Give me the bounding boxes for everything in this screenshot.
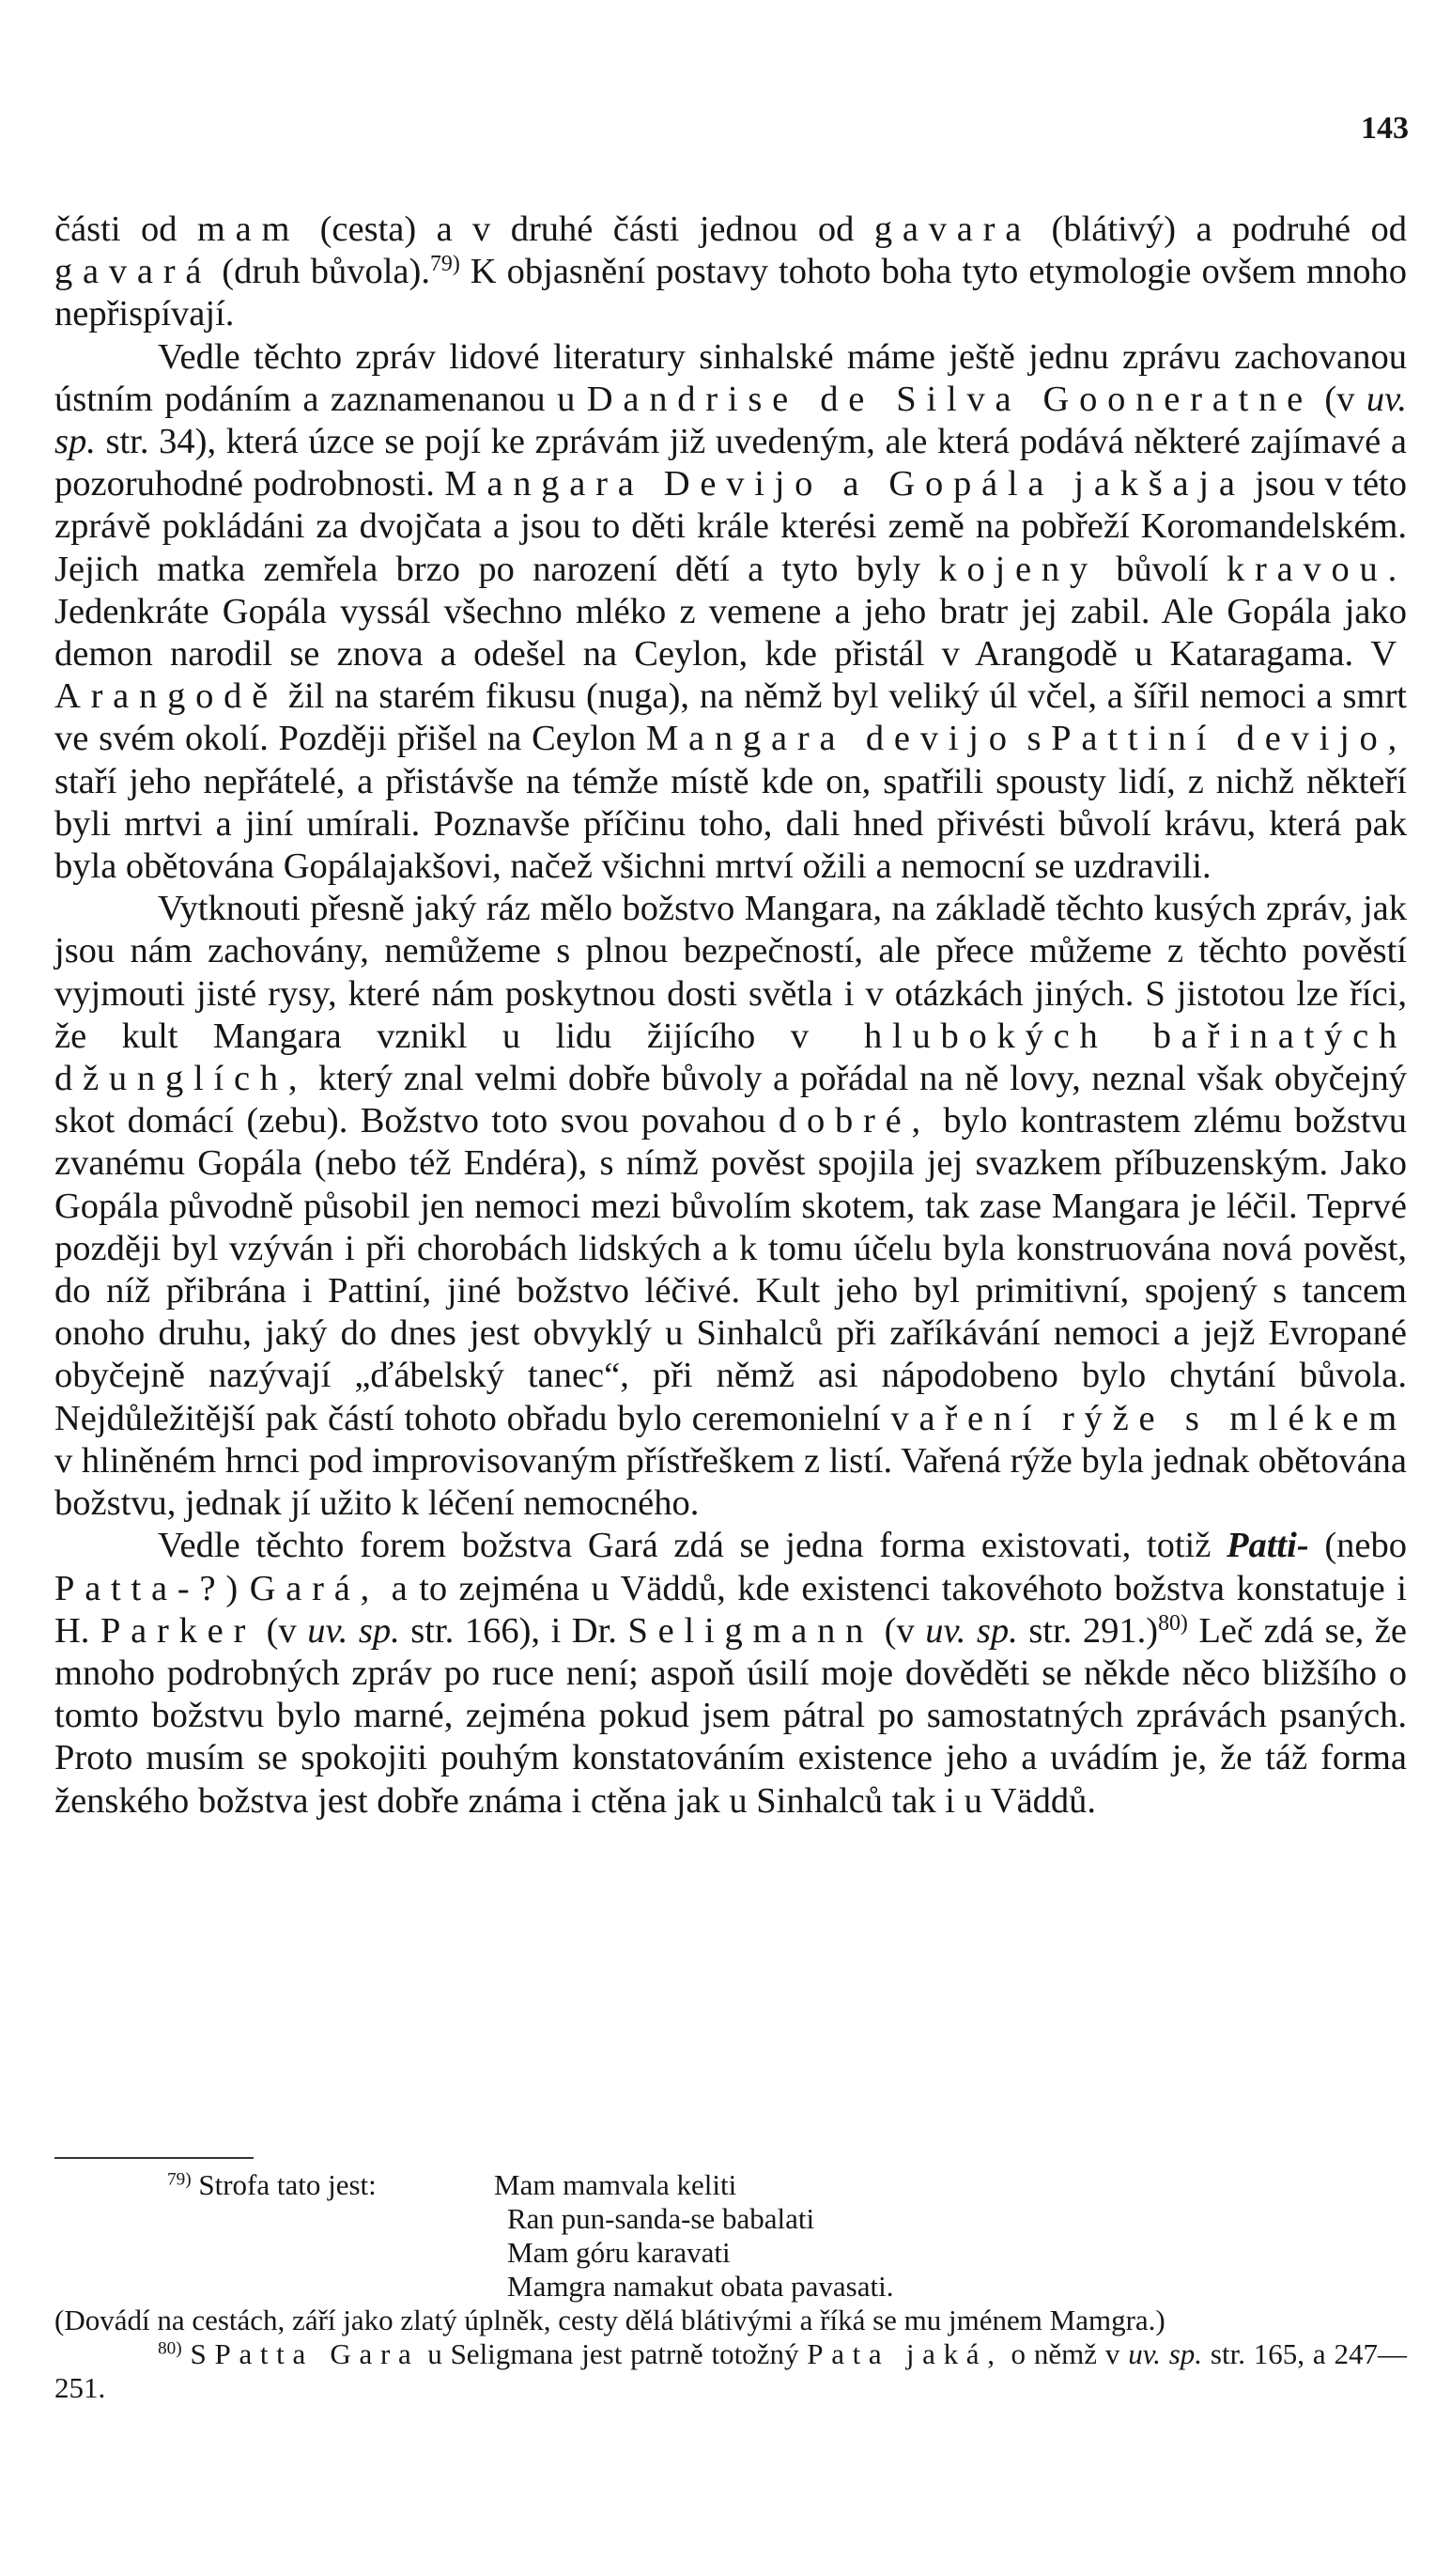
emphasized-text: Pata jaká, [807, 2337, 1003, 2370]
footnote-marker: 79) [167, 2169, 192, 2190]
text-run: jsou v této zprávě pokládáni za dvojčata a jsou to děti krále kterési země na pobřeží Koromandelském. Jejich matka zemřela brzo po narození dětí a tyto byly [54, 464, 1407, 589]
footnote-79-translation: (Dovádí na cestách, září jako zlatý úplněk, cesty dělá blátivými a říká se mu jménem Mamgra.) [54, 2304, 1165, 2336]
text-run: o němž v [1002, 2337, 1129, 2370]
emphasized-text: uv. sp. [925, 1610, 1018, 1651]
emphasized-text: v hlubokých bařinatých džunglích, [54, 1016, 1407, 1099]
verse-line: Ran pun-sanda-se babalati [507, 2202, 815, 2235]
footnote-reference: 80) [158, 2338, 182, 2359]
emphasized-text: uv. sp. [54, 379, 1407, 462]
text-run: (v [873, 1610, 926, 1651]
text-run: v hliněném hrnci pod improvisovaným přístřeškem z listí. Vařená rýže byla jednak obětována božstvu, jednak jí užito k léčení nemocného. [54, 1440, 1407, 1524]
verse-line: Mamgra namakut obata pavasati. [507, 2270, 894, 2303]
emphasized-text: vaření rýže s mlékem [890, 1398, 1407, 1438]
text-run: K objasnění postavy tohoto boha tyto etymologie ovšem mnoho nepřispívají. [54, 252, 1407, 334]
paragraph [54, 1525, 1407, 1822]
text-run: str. 165, a 247—251. [54, 2337, 1407, 2404]
text-run: žil na starém fikusu (nuga), na němž byl veliký úl včel, a šířil nemoci a smrt ve svém okolí. Později přišel na Ceylon [54, 676, 1407, 759]
text-run: (v [255, 1610, 308, 1651]
footnote-80 [54, 2337, 1407, 2405]
text-run: (v [1312, 379, 1366, 419]
emphasized-text: V Arangodě [54, 634, 1407, 717]
paragraph [54, 336, 1407, 889]
emphasized-text: Gará, [249, 1568, 380, 1608]
text-run: u Seligmana jest patrně totožný [419, 2337, 808, 2370]
emphasized-text: mam [196, 209, 301, 249]
text-run: Vedle těchto forem božstva Gará zdá se jedna forma existovati, totiž [158, 1526, 1227, 1566]
footnote-reference: 80) [1158, 1610, 1188, 1636]
text-run: S [181, 2337, 215, 2370]
footnotes [54, 2168, 1407, 2405]
text-run: bylo kontrastem zlému božstvu zvanému Gopála (nebo též Endéra), s nímž pověst spojila jej svazkem příbuzenským. Jako Gopála původně působil jen nemoci mezi bůvolím skotem, tak zase Mangara je léčil. Teprvé později byl vzýván i při chorobách lidských a k tomu účelu byla konstruována nová pověst, do níž přibrána i Pattiní, jiné božstvo léčivé. Kult jeho byl primitivní, spojený s tancem onoho druhu, jaký do dnes jest obvyklý u Sinhalců při zaříkávání nemoci a jejž Evropané obyčejně nazývají „ďábelský tanec“, při němž asi nápodobeno bylo chytání bůvola. Nejdůležitější pak částí tohoto obřadu bylo ceremonielní [54, 1101, 1407, 1438]
footnote-79-line [54, 2168, 1407, 2202]
emphasized-text: Patta Gara [214, 2337, 420, 2370]
emphasized-text: Mangara Devijo a Gopála jakšaja [444, 464, 1245, 504]
text-run: (cesta) a v druhé části jednou od [300, 209, 874, 249]
emphasized-text: uv. sp. [307, 1610, 400, 1651]
paragraph [54, 209, 1407, 336]
text-run: který znal velmi dobře bůvoly a pořádal na ně lovy, neznal však obyčejný skot domácí (zebu). Božstvo toto svou povahou [54, 1059, 1407, 1141]
emphasized-text: Patta-? [54, 1568, 226, 1608]
emphasized-text: Pattiní devijo, [1051, 719, 1407, 759]
verse-line: Mam mamvala keliti [494, 2168, 737, 2201]
text-run: (blátivý) a podruhé od [1031, 209, 1407, 249]
text-run: Jedenkráte Gopála vyssál všechno mléko z vemene a jeho bratr jej zabil. Ale Gopála jako demon narodil se znova a odešel na Ceylon, kde přistál v Arangodě u Kataragama. [54, 591, 1407, 675]
text-run: staří jeho nepřátelé, a přistávše na témže místě kde on, spatřili spousty lidí, z nichž někteří byli mrtvi a jiní umírali. Poznavše příčinu toho, dali hned přivésti bůvolí krávu, která pak byla obětována Gopálajakšovi, načež všichni mrtví ožili a nemocní se uzdravili. [54, 761, 1407, 887]
emphasized-text: kojeny [938, 549, 1098, 589]
emphasized-text: dobré, [778, 1101, 931, 1141]
text-run: a to zejména u Väddů, kde existenci takovéhoto božstva konstatuje i H. [54, 1568, 1407, 1651]
paragraph [54, 888, 1407, 1525]
footnote-lead: Strofa tato jest: [198, 2168, 377, 2201]
text-run: (nebo [1308, 1526, 1407, 1566]
emphasized-text: Patti- [1226, 1526, 1309, 1566]
text-run: bůvolí [1097, 549, 1227, 589]
text-run: str. 166), i Dr. [399, 1610, 628, 1651]
footnote-reference: 79) [429, 252, 460, 277]
text-run: s [1016, 719, 1052, 759]
emphasized-text: gavará [54, 252, 212, 292]
emphasized-text: gavara [873, 209, 1032, 249]
footnote-separator [54, 2157, 254, 2159]
emphasized-text: Dandrise de Silva Gooneratne [586, 379, 1313, 419]
main-text [54, 209, 1407, 1823]
text-run: Leč zdá se, že mnoho podrobných zpráv po ruce není; aspoň úsilí moje dověděti se někde něco bližšího o tomto božstvu bylo marné, zejména pokud jsem pátral po samostatných zprávách psaných. Proto musím se spokojiti pouhým konstatováním existence jeho a uvádím je, že táž forma ženského božstva jest dobře známa i ctěna jak u Sinhalců tak i u Väddů. [54, 1610, 1407, 1821]
verse-line: Mam góru karavati [507, 2236, 731, 2269]
page-number: 143 [1361, 111, 1409, 146]
text-run: ) [225, 1568, 250, 1608]
text-run: str. 291.) [1017, 1610, 1159, 1651]
text-run: Vytknouti přesně jaký ráz mělo božstvo Mangara, na základě těchto kusých zpráv, jak jsou nám zachovány, nemůžeme s plnou bezpečností, ale přece můžeme z těchto pověstí vyjmouti jisté rysy, které nám poskytnou dosti světla i v otázkách jiných. S jistotou lze říci, že kult Mangara vznikl u lidu žijícího [54, 889, 1407, 1056]
emphasized-text: Seligmann [627, 1610, 874, 1651]
emphasized-text: Mangara devijo [646, 719, 1017, 759]
emphasized-text: uv. sp. [1128, 2337, 1203, 2370]
text-run: str. 34), která úzce se pojí ke zprávám již uvedeným, ale která podává některé zajímavé a pozoruhodné podrobnosti. [54, 422, 1407, 504]
emphasized-text: Parker [100, 1610, 256, 1651]
text-run: části od [54, 209, 197, 249]
text-run: Vedle těchto zpráv lidové literatury sinhalské máme ještě jednu zprávu zachovanou ústním podáním a zaznamenanou u [54, 336, 1407, 419]
text-run: (druh bůvola). [211, 252, 430, 292]
emphasized-text: kravou. [1226, 549, 1407, 589]
